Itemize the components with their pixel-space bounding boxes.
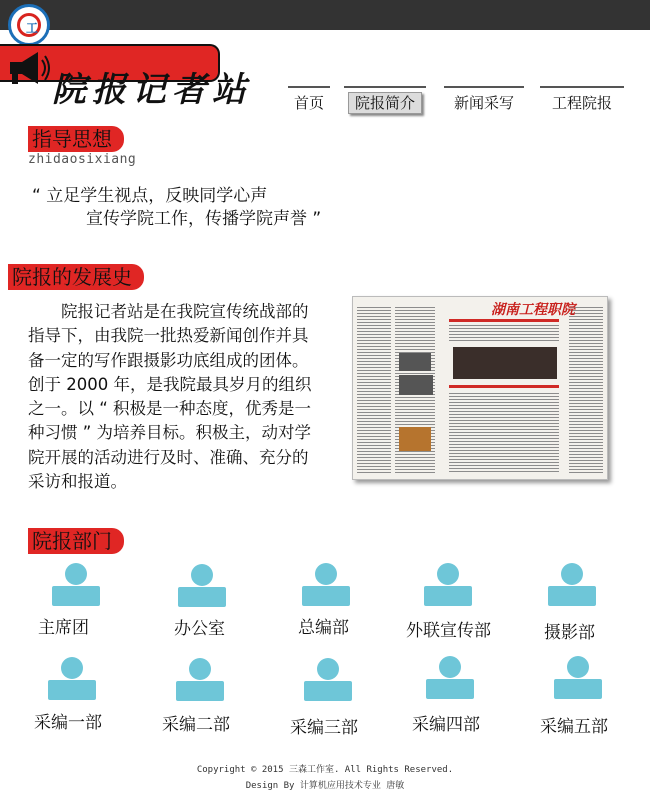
top-bar (0, 0, 650, 30)
dept-label-editing-5[interactable]: 采编五部 (540, 717, 608, 737)
user-icon (418, 562, 478, 606)
user-icon (46, 562, 106, 606)
user-icon (172, 563, 232, 607)
nav-paper[interactable]: 工程院报 (540, 86, 624, 116)
dept-label-office[interactable]: 办公室 (174, 619, 225, 639)
newspaper-image (352, 296, 608, 480)
guiding-quote-line2: 宣传学院工作，传播学院声誉 ” (86, 209, 322, 229)
dept-label-editing-3[interactable]: 采编三部 (290, 718, 358, 738)
footer-design: Design By 计算机应用技术专业 唐敏 (245, 781, 405, 791)
user-icon (420, 655, 480, 699)
history-heading: 院报的发展史 (8, 264, 144, 290)
user-icon (542, 562, 602, 606)
nav-about[interactable]: 院报简介 (344, 86, 426, 116)
departments-heading: 院报部门 (28, 528, 124, 554)
user-icon (296, 562, 356, 606)
footer-copyright: Copyright © 2015 三森工作室. All Rights Reserved. (196, 765, 454, 775)
school-logo-icon[interactable] (8, 4, 50, 46)
user-icon (170, 657, 230, 701)
dept-label-chairman[interactable]: 主席团 (38, 618, 89, 638)
user-icon (42, 656, 102, 700)
user-icon (298, 657, 358, 701)
guiding-quote-line1: “ 立足学生视点，反映同学心声 (32, 186, 268, 206)
dept-label-editing-2[interactable]: 采编二部 (162, 715, 230, 735)
nav-home[interactable]: 首页 (288, 86, 330, 116)
nav-news[interactable]: 新闻采写 (444, 86, 524, 116)
dept-label-editing-4[interactable]: 采编四部 (412, 715, 480, 735)
guiding-pinyin: zhidaosixiang (28, 152, 137, 167)
dept-label-editorial[interactable]: 总编部 (298, 618, 349, 638)
dept-label-publicity[interactable]: 外联宣传部 (406, 621, 491, 641)
history-text: 院报记者站是在我院宣传统战部的指导下，由我院一批热爱新闻创作并具备一定的写作跟摄影功底组成的团体。创于 2000 年，是我院最具岁月的组织之一。以 “ 积极是一种态度，优秀是一种习惯 ” 为培养目标。积极主，动对学院开展的活动进行及时、准确、充分的采访和报道。 (28, 302, 312, 492)
dept-label-photography[interactable]: 摄影部 (544, 623, 595, 643)
guiding-heading: 指导思想 (28, 126, 124, 152)
newspaper-title: 湖南工程职院 (491, 302, 575, 318)
dept-label-editing-1[interactable]: 采编一部 (34, 713, 102, 733)
user-icon (548, 655, 608, 699)
site-title: 院报记者站 (52, 70, 252, 110)
logo-letter: 工 (25, 21, 38, 35)
megaphone-icon (4, 48, 52, 88)
main-nav (0, 86, 650, 118)
